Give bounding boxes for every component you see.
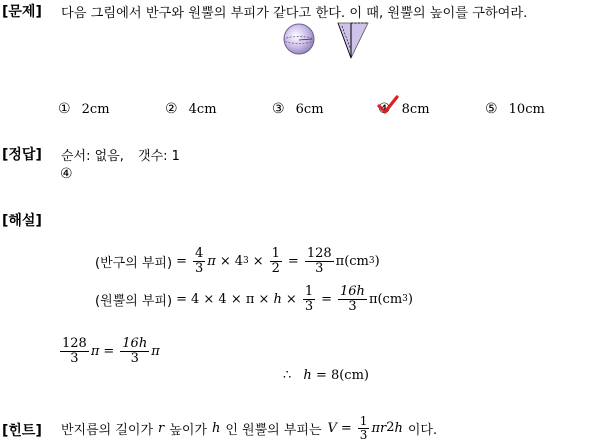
explanation-line-4: ∴ h = 8(cm) [283,368,369,383]
hint-text: 반지름의 길이가 r 높이가 h 인 원뿔의 부피는 V = $\frac{1}{3}$ πr 2 h 이다. [61,413,438,442]
checkmark-icon [376,94,400,118]
answer-count: 갯수: 1 [138,149,180,164]
answer-info [61,145,180,164]
explanation-line-1: (반구의 부피) = $\frac{4}{3}$ π × 4 3 × $\frac{1}{2}$ = $\frac{128}{3}$ π(cm 3 ) [95,245,380,276]
cone-figure [334,20,374,62]
explanation-label: [해설] [2,213,42,229]
choice-3[interactable]: ③ 6cm [272,101,324,117]
problem-label: [문제] [2,4,42,20]
hemisphere-figure [280,22,320,56]
choice-2[interactable]: ② 4cm [165,101,217,117]
hint-label: [힌트] [2,423,42,439]
answer-order: 순서: 없음, [61,149,124,164]
choice-5[interactable]: ⑤ 10cm [485,101,545,117]
explanation-line-3: $\frac{128}{3}$ π = $\frac{16h}{3}$ π [62,335,160,366]
answer-value: ④ [60,166,73,182]
explanation-line-2: (원뿔의 부피) = 4 × 4 × π × h × $\frac{1}{3}$ = $\frac{16h}{3}$ π(cm 3 ) [95,283,413,314]
answer-label: [정답] [2,147,42,163]
problem-text: 다음 그림에서 반구와 원뿔의 부피가 같다고 한다. 이 때, 원뿔의 높이를 구하여라. [61,6,528,21]
choice-1[interactable]: ① 2cm [58,101,110,117]
choice-4[interactable]: ④ 8cm [378,98,430,117]
